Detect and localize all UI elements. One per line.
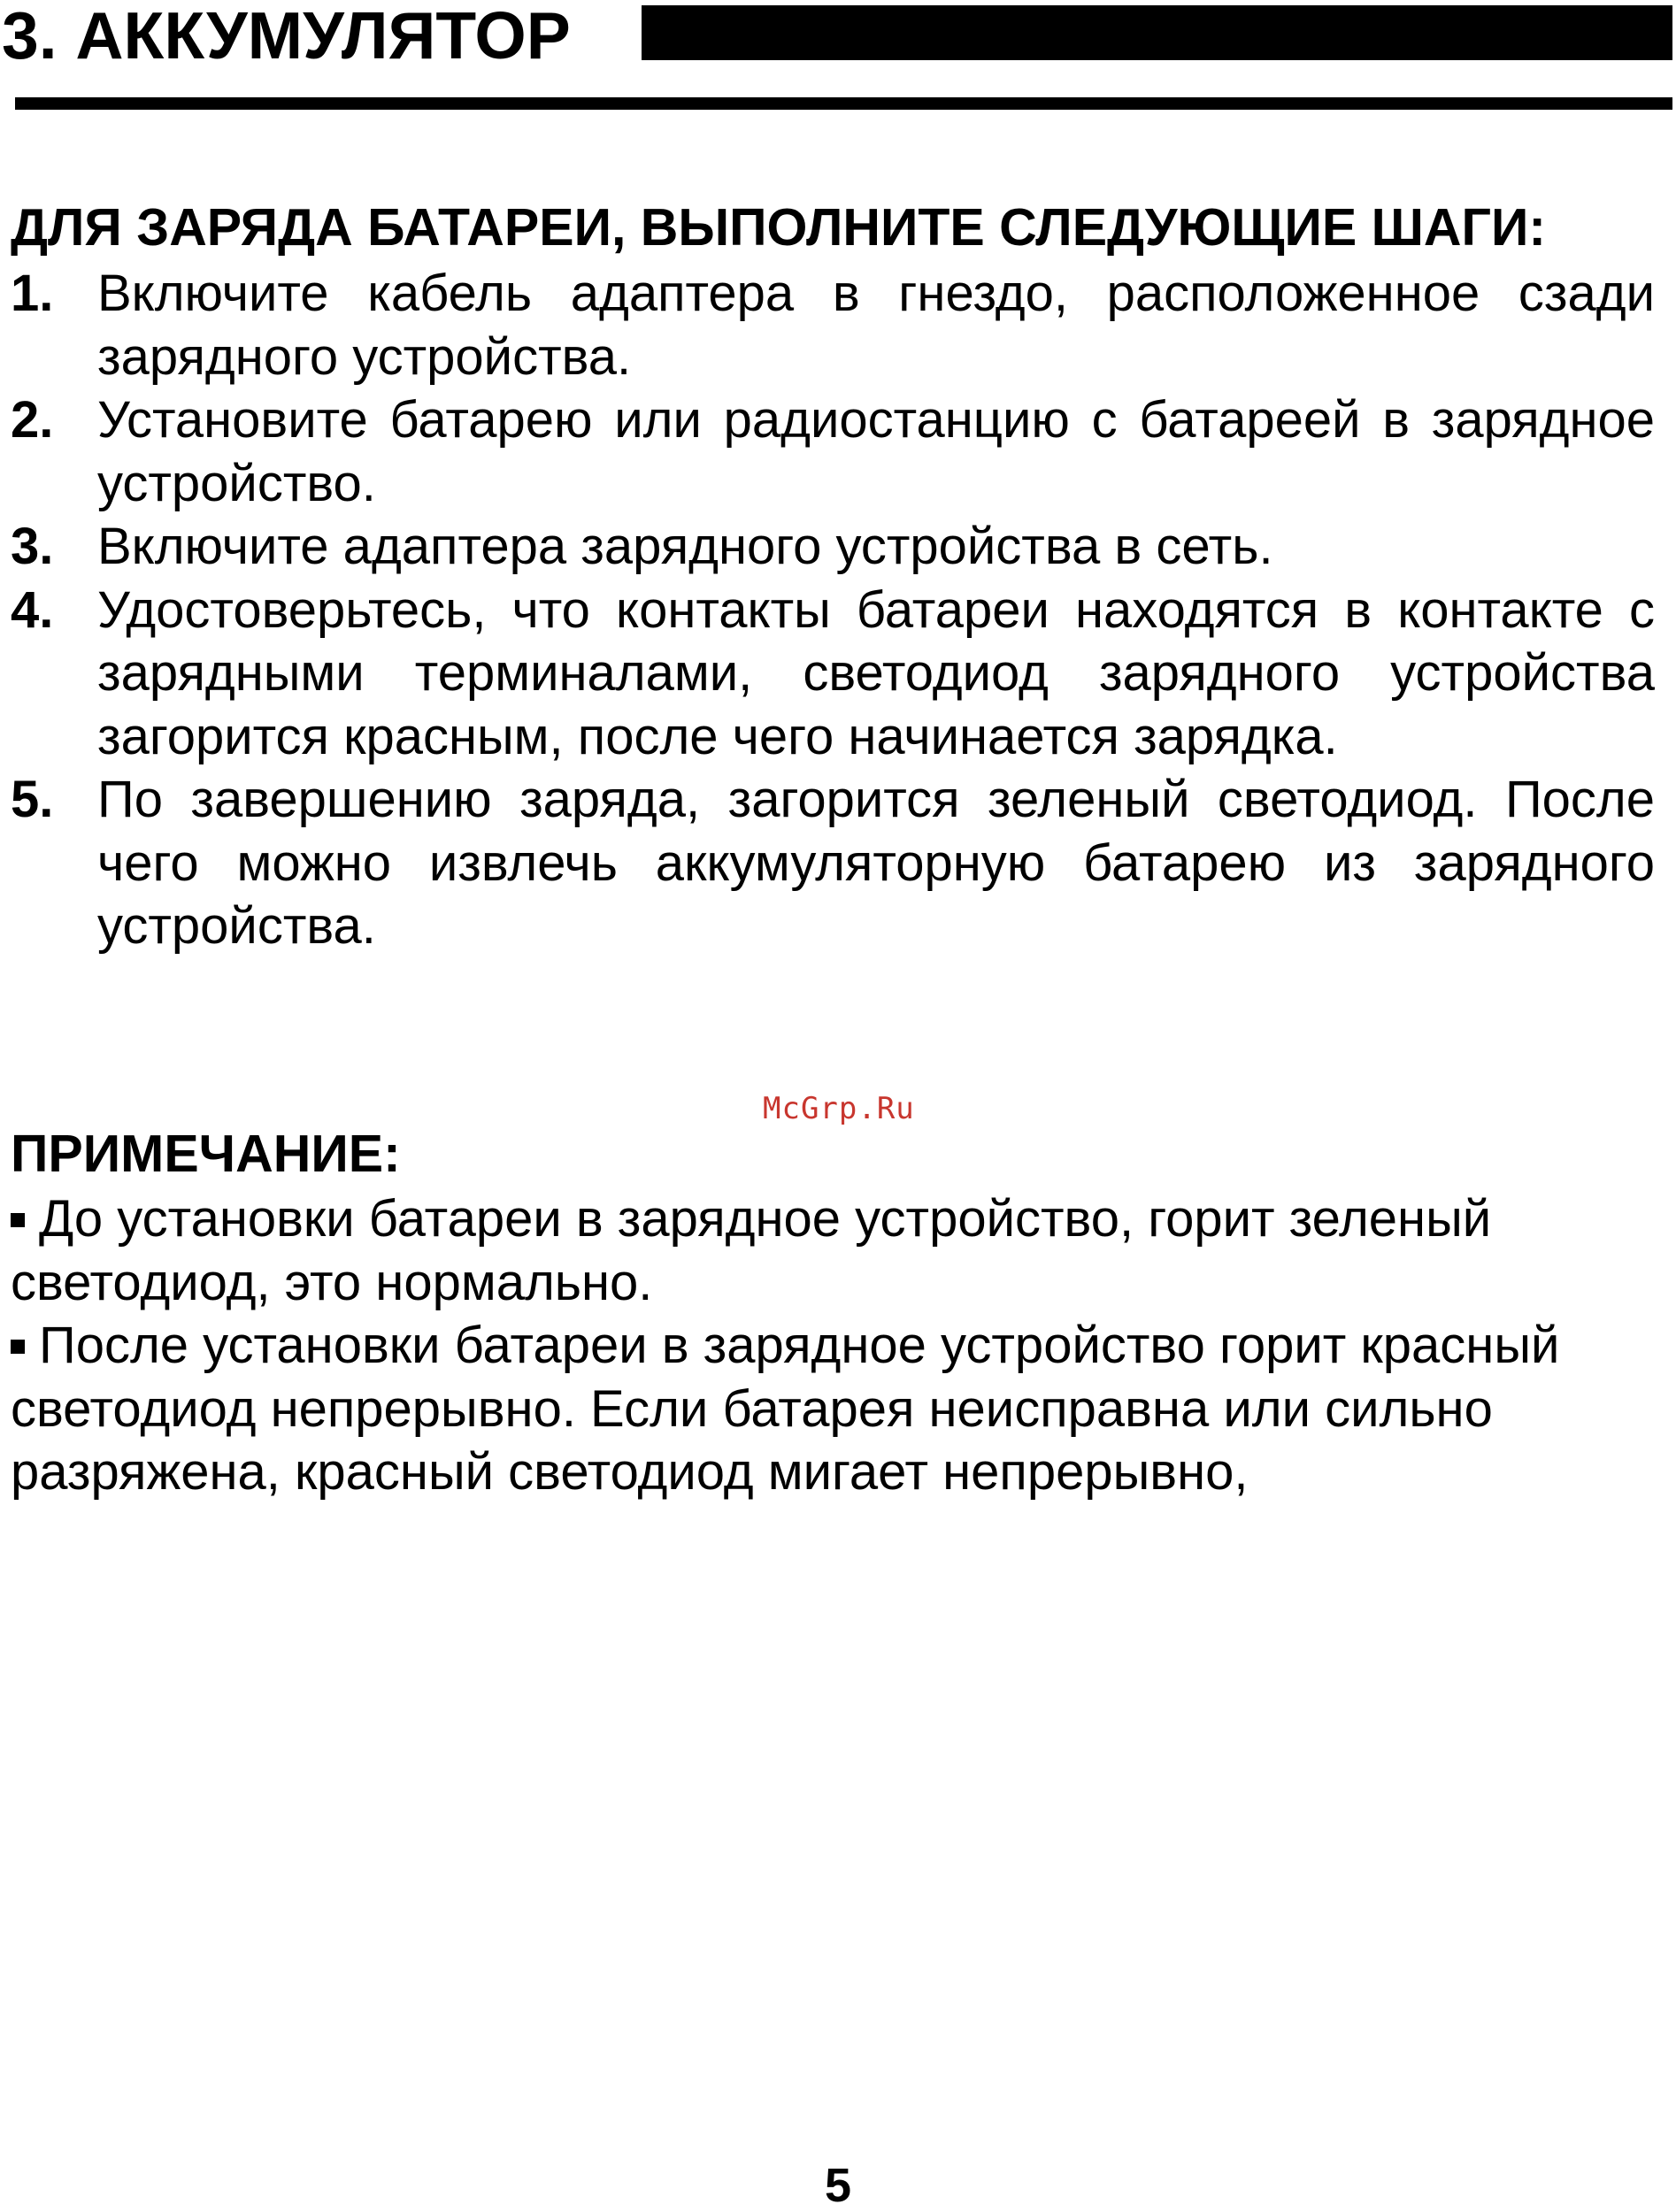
step-text: Удостоверьтесь, что контакты батареи находятся в контакте с зарядными терминалами, светодиод зарядного устройства загорится красным, после чего начинается зарядка. bbox=[97, 580, 1655, 765]
square-bullet-icon bbox=[11, 1213, 25, 1227]
note-heading: ПРИМЕЧАНИЕ: bbox=[11, 1125, 401, 1183]
note-text: После установки батареи в зарядное устройство горит красный светодиод непрерывно. Если батарея неисправна или сильно разряжена, красный светодиод мигает непрерывно, bbox=[11, 1317, 1560, 1501]
section-title: 3. АККУМУЛЯТОР bbox=[2, 0, 571, 73]
step-item bbox=[11, 388, 1655, 515]
step-text: Включите адаптера зарядного устройства в сеть. bbox=[97, 518, 1273, 575]
step-number: 3. bbox=[11, 518, 54, 575]
watermark: McGrp.Ru bbox=[763, 1091, 915, 1126]
step-text: Включите кабель адаптера в гнездо, расположенное сзади зарядного устройства. bbox=[97, 265, 1655, 386]
steps-list bbox=[11, 262, 1655, 958]
note-item bbox=[11, 1314, 1655, 1504]
step-number: 5. bbox=[11, 771, 54, 828]
square-bullet-icon bbox=[11, 1340, 25, 1354]
header-rule bbox=[15, 97, 1672, 110]
section-header bbox=[0, 0, 1676, 71]
step-item bbox=[11, 768, 1655, 958]
step-number: 2. bbox=[11, 391, 54, 449]
page-number: 5 bbox=[824, 2159, 852, 2212]
steps-heading: ДЛЯ ЗАРЯДА БАТАРЕИ, ВЫПОЛНИТЕ СЛЕДУЮЩИЕ ШАГИ: bbox=[11, 198, 1547, 257]
step-text: По завершению заряда, загорится зеленый светодиод. После чего можно извлечь аккумуляторную батарею из зарядного устройства. bbox=[97, 771, 1655, 955]
step-text: Установите батарею или радиостанцию с батареей в зарядное устройство. bbox=[97, 391, 1655, 512]
step-item bbox=[11, 579, 1655, 769]
step-item bbox=[11, 515, 1655, 579]
step-number: 1. bbox=[11, 265, 54, 322]
title-bar-decoration bbox=[642, 5, 1672, 60]
note-item bbox=[11, 1187, 1655, 1314]
step-number: 4. bbox=[11, 580, 54, 639]
note-text: До установки батареи в зарядное устройство, горит зеленый светодиод, это нормально. bbox=[11, 1190, 1492, 1311]
step-item bbox=[11, 262, 1655, 388]
notes-list bbox=[11, 1187, 1655, 1504]
